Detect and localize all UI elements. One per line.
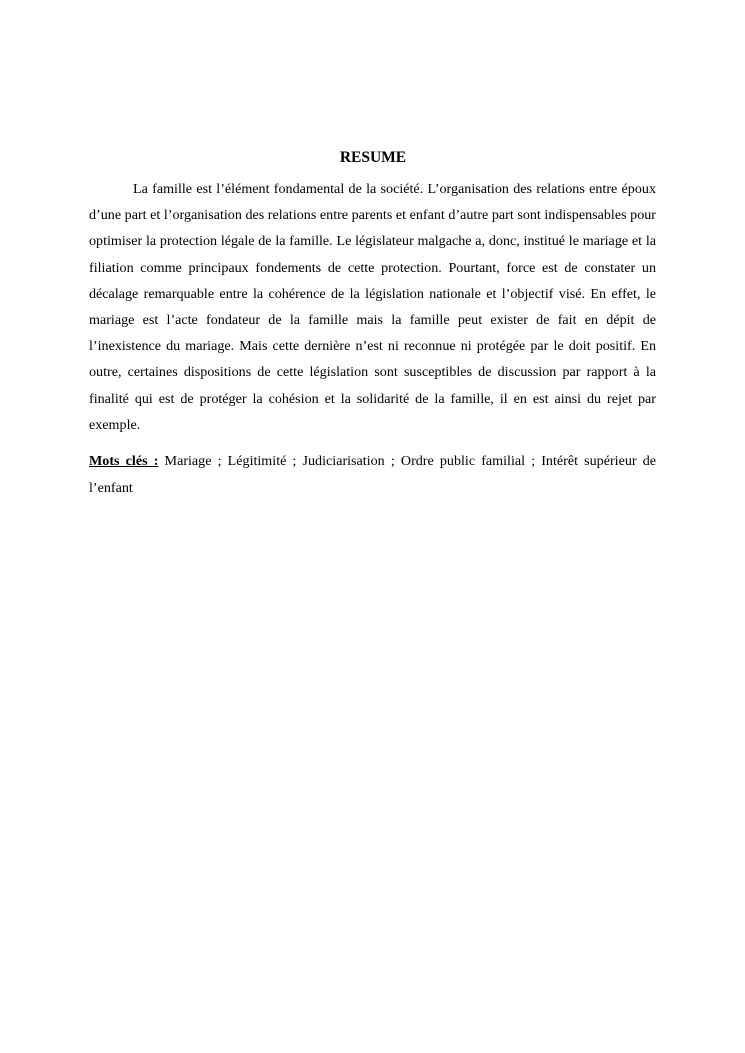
keywords-label: Mots clés : (89, 453, 159, 470)
page-title: RESUME (339, 149, 407, 166)
keywords-list: Mariage ; Légitimité ; Judiciarisation ; Ordre public familial ; Intérêt supérieur de l’enfant (89, 453, 656, 497)
keywords-section (89, 448, 656, 502)
document-page (89, 146, 656, 502)
abstract-paragraph: La famille est l’élément fondamental de la société. L’organisation des relations entre époux d’une part et l’organisation des relations entre parents et enfant d’autre part sont indispensables pour optimiser la protection légale de la famille. Le législateur malgache a, donc, institué le mariage et la filiation comme principaux fondements de cette protection. Pourtant, force est de constater un décalage remarquable entre la cohérence de la législation nationale et l’objectif visé. En effet, le mariage est l’acte fondateur de la famille mais la famille peut exister de fait en dépit de l’inexistence du mariage. Mais cette dernière n’est ni reconnue ni protégée par le doit positif. En outre, certaines dispositions de cette législation sont susceptibles de discussion par rapport à la finalité qui est de protéger la cohésion et la solidarité de la famille, il en est ainsi du rejet par exemple. (89, 181, 656, 433)
